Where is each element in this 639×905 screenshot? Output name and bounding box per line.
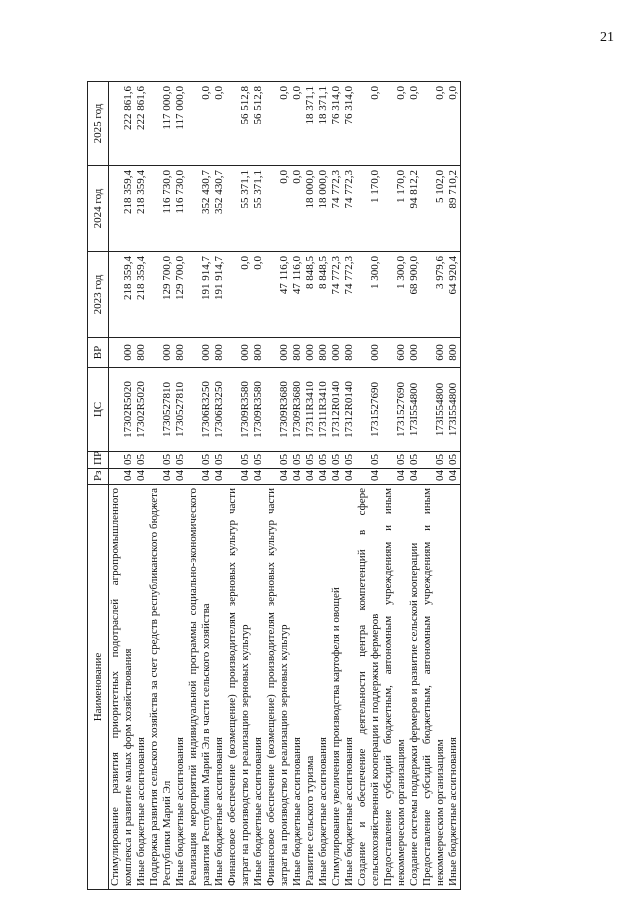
cell-vr: 800 — [447, 338, 461, 368]
cell-pr: 05 — [304, 452, 317, 469]
cell-pr: 05 — [252, 452, 265, 469]
cell-name: Финансовое обеспечение (возмещение) производителям зерновых культур части затрат на производство и реализацию зерновых культур — [226, 485, 252, 890]
cell-rz: 04 — [226, 469, 252, 485]
cell-2025: 0,0 — [291, 82, 304, 166]
cell-pr: 05 — [226, 452, 252, 469]
cell-2025: 0,0 — [408, 82, 421, 166]
cell-pr: 05 — [109, 452, 136, 469]
cell-vr: 800 — [343, 338, 356, 368]
cell-cs: 17309R3580 — [252, 368, 265, 452]
cell-vr: 800 — [291, 338, 304, 368]
cell-name: Иные бюджетные ассигнования — [343, 485, 356, 890]
cell-2024: 74 772,3 — [330, 166, 343, 252]
cell-2024: 55 371,1 — [226, 166, 252, 252]
cell-pr: 05 — [408, 452, 421, 469]
header-vr: ВР — [88, 338, 109, 368]
cell-cs: 17309R3680 — [291, 368, 304, 452]
cell-rz: 04 — [408, 469, 421, 485]
cell-cs: 1730527810 — [174, 368, 187, 452]
cell-name: Создание и обеспечение деятельности центра компетенций в сфере сельскохозяйственной кооперации и поддержки фермеров — [356, 485, 382, 890]
cell-2025: 18 371,1 — [317, 82, 330, 166]
cell-rz: 04 — [291, 469, 304, 485]
header-2024: 2024 год — [88, 166, 109, 252]
cell-2025: 0,0 — [356, 82, 382, 166]
cell-name: Иные бюджетные ассигнования — [252, 485, 265, 890]
table-row — [148, 82, 174, 890]
cell-cs: 17309R3680 — [265, 368, 291, 452]
cell-name: Иные бюджетные ассигнования — [174, 485, 187, 890]
table-row — [330, 82, 343, 890]
cell-pr: 05 — [343, 452, 356, 469]
cell-rz: 04 — [447, 469, 461, 485]
cell-2023: 64 920,4 — [447, 252, 461, 338]
table-row — [304, 82, 317, 890]
cell-name: Стимулирование увеличения производства картофеля и овощей — [330, 485, 343, 890]
table-row — [447, 82, 461, 890]
header-cs: ЦС — [88, 368, 109, 452]
cell-rz: 04 — [109, 469, 136, 485]
table-row — [174, 82, 187, 890]
cell-rz: 04 — [252, 469, 265, 485]
cell-rz: 04 — [304, 469, 317, 485]
cell-vr: 000 — [356, 338, 382, 368]
header-2025: 2025 год — [88, 82, 109, 166]
cell-2024: 74 772,3 — [343, 166, 356, 252]
cell-2023: 47 116,0 — [265, 252, 291, 338]
cell-2023: 218 359,4 — [109, 252, 136, 338]
cell-pr: 05 — [187, 452, 213, 469]
cell-2023: 1 300,0 — [382, 252, 408, 338]
cell-cs: 173I554800 — [447, 368, 461, 452]
cell-vr: 000 — [265, 338, 291, 368]
cell-cs: 17311R3410 — [317, 368, 330, 452]
cell-2025: 0,0 — [382, 82, 408, 166]
cell-vr: 800 — [252, 338, 265, 368]
cell-pr: 05 — [135, 452, 148, 469]
cell-vr: 000 — [226, 338, 252, 368]
cell-rz: 04 — [213, 469, 226, 485]
cell-pr: 05 — [447, 452, 461, 469]
cell-name: Иные бюджетные ассигнования — [291, 485, 304, 890]
cell-cs: 17312R0140 — [343, 368, 356, 452]
cell-vr: 800 — [135, 338, 148, 368]
cell-name: Иные бюджетные ассигнования — [213, 485, 226, 890]
table-row — [356, 82, 382, 890]
table-row — [317, 82, 330, 890]
cell-cs: 17311R3410 — [304, 368, 317, 452]
cell-rz: 04 — [382, 469, 408, 485]
cell-rz: 04 — [135, 469, 148, 485]
cell-vr: 800 — [174, 338, 187, 368]
cell-2024: 55 371,1 — [252, 166, 265, 252]
header-pr: ПР — [88, 452, 109, 469]
page-number: 21 — [600, 30, 614, 45]
cell-pr: 05 — [421, 452, 447, 469]
cell-2023: 47 116,0 — [291, 252, 304, 338]
cell-2025: 0,0 — [187, 82, 213, 166]
cell-vr: 000 — [109, 338, 136, 368]
cell-cs: 17302R5020 — [109, 368, 136, 452]
cell-2023: 129 700,0 — [148, 252, 174, 338]
cell-2025: 56 512,8 — [252, 82, 265, 166]
cell-2023: 3 979,6 — [421, 252, 447, 338]
cell-vr: 600 — [382, 338, 408, 368]
cell-2025: 18 371,1 — [304, 82, 317, 166]
cell-2024: 94 812,2 — [408, 166, 421, 252]
cell-2024: 18 000,0 — [317, 166, 330, 252]
cell-vr: 600 — [421, 338, 447, 368]
cell-2023: 129 700,0 — [174, 252, 187, 338]
cell-vr: 000 — [408, 338, 421, 368]
cell-name: Иные бюджетные ассигнования — [135, 485, 148, 890]
cell-cs: 1731527690 — [382, 368, 408, 452]
cell-2025: 0,0 — [265, 82, 291, 166]
cell-2025: 117 000,0 — [174, 82, 187, 166]
cell-vr: 800 — [317, 338, 330, 368]
cell-2023: 218 359,4 — [135, 252, 148, 338]
cell-2024: 116 730,0 — [148, 166, 174, 252]
table-row — [343, 82, 356, 890]
cell-vr: 000 — [148, 338, 174, 368]
header-name: Наименование — [88, 485, 109, 890]
table-row — [187, 82, 213, 890]
cell-pr: 05 — [330, 452, 343, 469]
cell-rz: 04 — [148, 469, 174, 485]
table-row — [226, 82, 252, 890]
cell-name: Иные бюджетные ассигнования — [317, 485, 330, 890]
cell-2023: 191 914,7 — [187, 252, 213, 338]
cell-2024: 0,0 — [291, 166, 304, 252]
table-row — [291, 82, 304, 890]
cell-name: Финансовое обеспечение (возмещение) производителям зерновых культур части затрат на производство и реализацию зерновых культур — [265, 485, 291, 890]
cell-2025: 222 861,6 — [109, 82, 136, 166]
cell-cs: 173I554800 — [408, 368, 421, 452]
cell-rz: 04 — [421, 469, 447, 485]
cell-pr: 05 — [213, 452, 226, 469]
cell-pr: 05 — [291, 452, 304, 469]
cell-2024: 218 359,4 — [109, 166, 136, 252]
cell-2025: 76 314,0 — [343, 82, 356, 166]
table-row — [213, 82, 226, 890]
cell-2023: 74 772,3 — [343, 252, 356, 338]
cell-pr: 05 — [317, 452, 330, 469]
cell-2024: 352 430,7 — [213, 166, 226, 252]
table-row — [382, 82, 408, 890]
cell-2025: 0,0 — [421, 82, 447, 166]
cell-2025: 117 000,0 — [148, 82, 174, 166]
cell-pr: 05 — [148, 452, 174, 469]
cell-2024: 0,0 — [265, 166, 291, 252]
cell-2024: 116 730,0 — [174, 166, 187, 252]
cell-2024: 18 000,0 — [304, 166, 317, 252]
cell-cs: 1730527810 — [148, 368, 174, 452]
cell-pr: 05 — [382, 452, 408, 469]
cell-2023: 1 300,0 — [356, 252, 382, 338]
table-row — [109, 82, 136, 890]
cell-name: Создание системы поддержки фермеров и развитие сельской кооперации — [408, 485, 421, 890]
cell-cs: 173I554800 — [421, 368, 447, 452]
cell-rz: 04 — [265, 469, 291, 485]
cell-rz: 04 — [174, 469, 187, 485]
cell-2023: 68 900,0 — [408, 252, 421, 338]
cell-name: Стимулирование развития приоритетных подотраслей агропромышленного комплекса и развитие малых форм хозяйствования — [109, 485, 136, 890]
cell-2025: 76 314,0 — [330, 82, 343, 166]
cell-2023: 8 848,5 — [304, 252, 317, 338]
table-row — [135, 82, 148, 890]
cell-cs: 17306R3250 — [187, 368, 213, 452]
cell-rz: 04 — [330, 469, 343, 485]
cell-2025: 0,0 — [213, 82, 226, 166]
rotated-table-container — [87, 82, 539, 890]
cell-pr: 05 — [174, 452, 187, 469]
cell-name: Иные бюджетные ассигнования — [447, 485, 461, 890]
cell-rz: 04 — [343, 469, 356, 485]
cell-rz: 04 — [356, 469, 382, 485]
cell-vr: 000 — [304, 338, 317, 368]
header-rz: Рз — [88, 469, 109, 485]
cell-2025: 0,0 — [447, 82, 461, 166]
cell-2024: 1 170,0 — [356, 166, 382, 252]
cell-cs: 17306R3250 — [213, 368, 226, 452]
cell-2025: 222 861,6 — [135, 82, 148, 166]
cell-rz: 04 — [187, 469, 213, 485]
cell-name: Развитие сельского туризма — [304, 485, 317, 890]
cell-2023: 0,0 — [252, 252, 265, 338]
table-row — [265, 82, 291, 890]
cell-pr: 05 — [265, 452, 291, 469]
budget-table — [87, 81, 461, 890]
cell-2023: 191 914,7 — [213, 252, 226, 338]
cell-name: Предоставление субсидий бюджетным, автономным учреждениям и иным некоммерческим организациям — [421, 485, 447, 890]
cell-vr: 800 — [213, 338, 226, 368]
cell-2024: 5 102,0 — [421, 166, 447, 252]
cell-rz: 04 — [317, 469, 330, 485]
cell-cs: 17309R3580 — [226, 368, 252, 452]
cell-vr: 000 — [187, 338, 213, 368]
cell-2024: 89 710,2 — [447, 166, 461, 252]
cell-name: Реализация мероприятий индивидуальной программы социально-экономического развития Республики Марий Эл в части сельского хозяйства — [187, 485, 213, 890]
header-2023: 2023 год — [88, 252, 109, 338]
cell-2024: 218 359,4 — [135, 166, 148, 252]
cell-name: Поддержка развития сельского хозяйства за счет средств республиканского бюджета Республики Марий Эл — [148, 485, 174, 890]
cell-vr: 000 — [330, 338, 343, 368]
cell-2023: 74 772,3 — [330, 252, 343, 338]
table-row — [421, 82, 447, 890]
cell-name: Предоставление субсидий бюджетным, автономным учреждениям и иным некоммерческим организациям — [382, 485, 408, 890]
cell-2024: 1 170,0 — [382, 166, 408, 252]
cell-2025: 56 512,8 — [226, 82, 252, 166]
cell-cs: 1731527690 — [356, 368, 382, 452]
table-row — [252, 82, 265, 890]
cell-pr: 05 — [356, 452, 382, 469]
cell-cs: 17312R0140 — [330, 368, 343, 452]
cell-cs: 17302R5020 — [135, 368, 148, 452]
cell-2023: 8 848,5 — [317, 252, 330, 338]
table-row — [408, 82, 421, 890]
cell-2024: 352 430,7 — [187, 166, 213, 252]
table-header-row — [88, 82, 109, 890]
cell-2023: 0,0 — [226, 252, 252, 338]
